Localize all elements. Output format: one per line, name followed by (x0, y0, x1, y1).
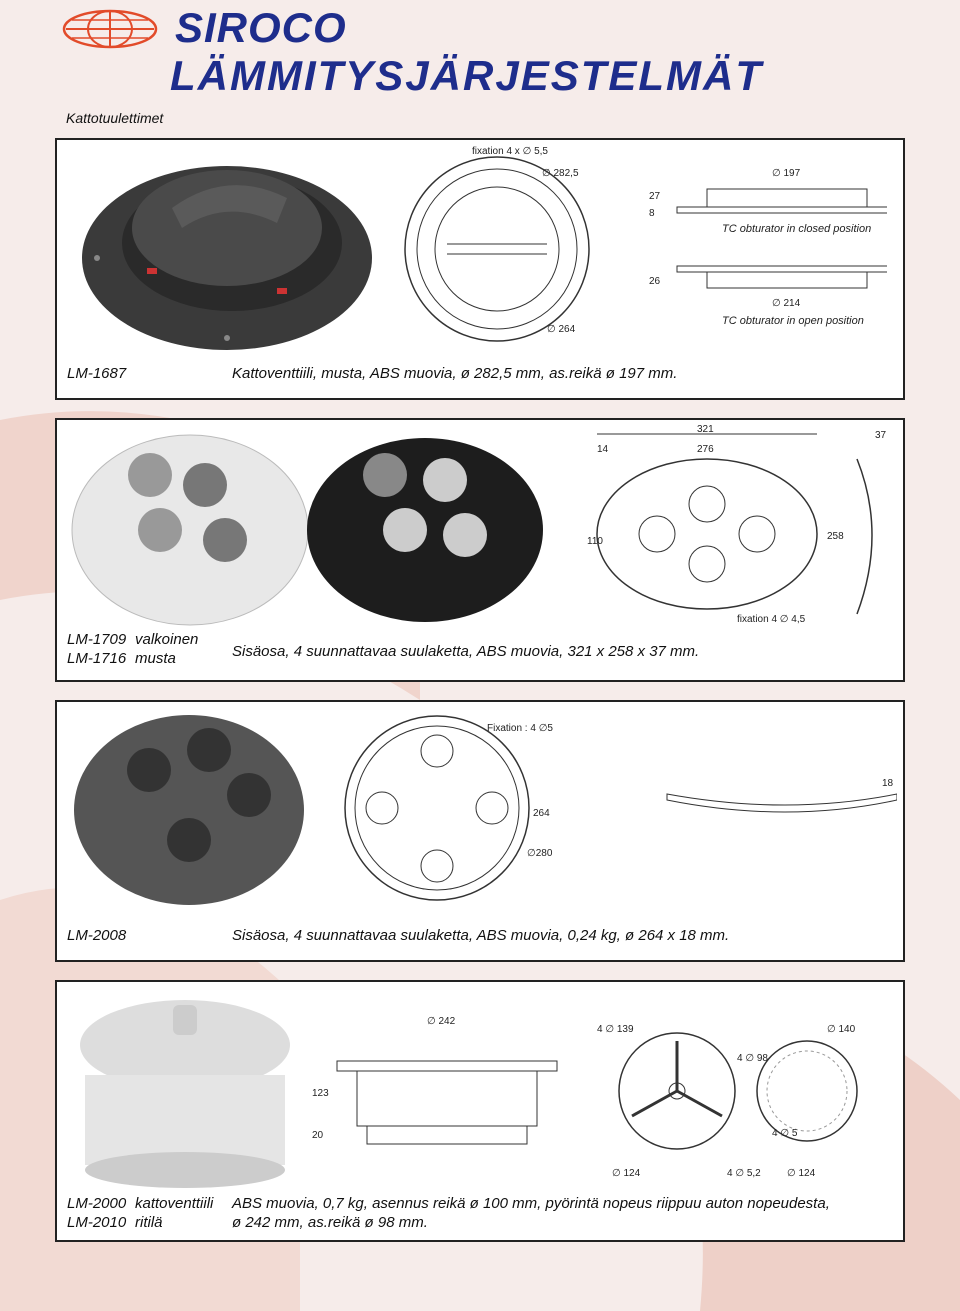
page-header (0, 0, 960, 135)
caption-closed: TC obturator in closed position (722, 223, 872, 235)
product-code: LM-1709 (67, 631, 127, 648)
product-code-block (67, 364, 135, 383)
dim-w321: 321 (697, 424, 714, 435)
product-description (232, 364, 677, 383)
dim-h258: 258 (827, 531, 844, 542)
product-variant: valkoinen (135, 631, 199, 648)
dim-top-d: ∅ 197 (772, 168, 801, 179)
dim-d139: 4 ∅ 139 (597, 1024, 634, 1035)
brand-name: SIROCO (175, 4, 347, 51)
product-code: LM-2000 (67, 1195, 127, 1212)
dim-fixation: fixation 4 x ∅ 5,5 (472, 146, 548, 157)
product-panel-lm1709 (55, 418, 905, 682)
globe-logo-icon (60, 8, 160, 50)
description-line: Sisäosa, 4 suunnattavaa suulaketta, ABS muovia, 321 x 258 x 37 mm. (232, 643, 700, 660)
technical-drawing-lm2000 (307, 986, 877, 1191)
category-label: Kattotuulettimet (66, 110, 164, 126)
dim-d264: 264 (533, 808, 550, 819)
dim-d280: ∅280 (527, 848, 553, 859)
dim-fixation: fixation 4 ∅ 4,5 (737, 614, 806, 625)
dim-h123: 123 (312, 1088, 329, 1099)
product-photo-lm2000 (65, 990, 305, 1190)
product-description (232, 642, 699, 661)
product-code: LM-1716 (67, 650, 127, 667)
product-description (232, 926, 729, 945)
technical-drawing-lm1687 (377, 144, 887, 344)
product-photo-lm2008 (69, 710, 309, 910)
product-variant: ritilä (135, 1214, 163, 1231)
dim-d52: 4 ∅ 5,2 (727, 1168, 761, 1179)
dim-d98: 4 ∅ 98 (737, 1053, 768, 1064)
technical-drawing-lm1709 (557, 424, 897, 639)
product-code-block (67, 926, 135, 945)
description-line: ø 242 mm, as.reikä ø 98 mm. (232, 1214, 428, 1231)
dim-w276: 276 (697, 444, 714, 455)
product-variant: kattoventtiili (135, 1195, 214, 1212)
dim-open-d: ∅ 214 (772, 298, 801, 309)
product-code: LM-2008 (67, 927, 127, 944)
product-code-block (67, 1194, 213, 1232)
caption-open: TC obturator in open position (722, 315, 864, 327)
description-line: Sisäosa, 4 suunnattavaa suulaketta, ABS muovia, 0,24 kg, ø 264 x 18 mm. (232, 927, 730, 944)
dim-d2: ∅ 264 (547, 324, 576, 335)
product-panel-lm1687 (55, 138, 905, 400)
dim-h20: 20 (312, 1130, 324, 1141)
dim-d124a: ∅ 124 (612, 1168, 641, 1179)
description-line: Kattoventtiili, musta, ABS muovia, ø 282,5 mm, as.reikä ø 197 mm. (232, 365, 678, 382)
description-line: ABS muovia, 0,7 kg, asennus reikä ø 100 mm, pyörintä nopeus riippuu auton nopeudesta, (232, 1195, 830, 1212)
product-panel-lm2008 (55, 700, 905, 962)
product-code: LM-2010 (67, 1214, 127, 1231)
dim-d124b: ∅ 124 (787, 1168, 816, 1179)
dim-d242: ∅ 242 (427, 1016, 456, 1027)
dim-h8: 8 (649, 208, 655, 219)
product-description (232, 1194, 830, 1232)
dim-d140: ∅ 140 (827, 1024, 856, 1035)
product-variant: musta (135, 650, 176, 667)
dim-d1: ∅ 282,5 (542, 168, 579, 179)
dim-h27: 27 (649, 191, 661, 202)
dim-w14: 14 (597, 444, 609, 455)
dim-fixation: Fixation : 4 ∅5 (487, 723, 553, 734)
product-panel-lm2000 (55, 980, 905, 1242)
dim-d37: 37 (875, 430, 887, 441)
technical-drawing-lm2008 (327, 706, 897, 911)
dim-h18: 18 (882, 778, 894, 789)
page-title: LÄMMITYSJÄRJESTELMÄT (170, 52, 764, 99)
product-code: LM-1687 (67, 365, 127, 382)
dim-h110: 110 (587, 536, 603, 547)
product-code-block (67, 630, 198, 668)
product-photo-lm1687 (77, 148, 377, 353)
product-photo-lm1709 (65, 430, 555, 630)
dim-h26: 26 (649, 276, 661, 287)
dim-d5: 4 ∅ 5 (772, 1128, 798, 1139)
